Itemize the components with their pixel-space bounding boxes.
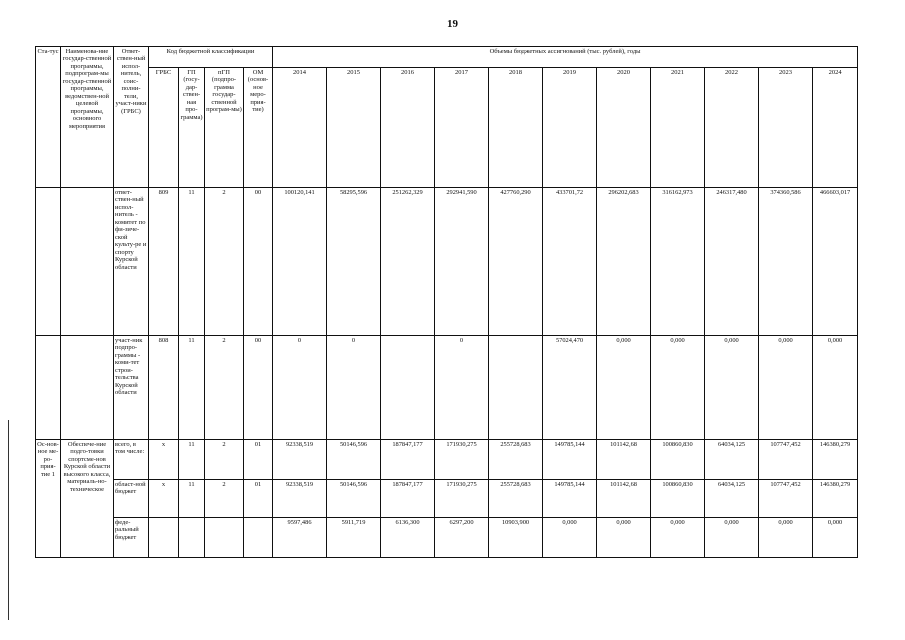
- year-header: 2023: [759, 68, 813, 188]
- cell-value: 64034,125: [705, 480, 759, 518]
- cell-value: 0,000: [651, 518, 705, 558]
- cell-pgp: 2: [205, 480, 244, 518]
- cell-om: 01: [244, 480, 273, 518]
- cell-name: [61, 336, 114, 440]
- cell-value: 0,000: [759, 336, 813, 440]
- cell-grbs: [149, 518, 179, 558]
- cell-value: 0,000: [759, 518, 813, 558]
- cell-name: [61, 188, 114, 336]
- cell-value: 50146,596: [327, 440, 381, 480]
- cell-value: 292941,590: [435, 188, 489, 336]
- cell-value: 57024,470: [543, 336, 597, 440]
- cell-value: 0,000: [597, 336, 651, 440]
- cell-value: 187847,177: [381, 440, 435, 480]
- cell-pgp: [205, 518, 244, 558]
- cell-value: 427760,290: [489, 188, 543, 336]
- cell-status: Ос-нов-ное ме-ро-прия-тие 1: [36, 440, 61, 558]
- cell-value: 374360,586: [759, 188, 813, 336]
- year-header: 2022: [705, 68, 759, 188]
- cell-responsible: феде-ральный бюджет: [114, 518, 149, 558]
- cell-name: Обеспече-ние подго-товки спортсме-нов Курской области высокого класса, материаль-но-техническое: [61, 440, 114, 558]
- cell-value: 0,000: [813, 336, 858, 440]
- col-responsible: Ответ-ствен-ный испол-нитель, соис-полни-тели, участ-ники (ГРБС): [114, 47, 149, 188]
- year-header: 2018: [489, 68, 543, 188]
- table-row: [36, 188, 858, 336]
- cell-grbs: 808: [149, 336, 179, 440]
- cell-value: 5911,719: [327, 518, 381, 558]
- cell-responsible: област-ной бюджет: [114, 480, 149, 518]
- cell-pgp: 2: [205, 440, 244, 480]
- cell-value: 255728,683: [489, 440, 543, 480]
- col-status: Ста-тус: [36, 47, 61, 188]
- cell-responsible: всего, в том числе:: [114, 440, 149, 480]
- cell-value: 0: [273, 336, 327, 440]
- cell-responsible: ответ-ствен-ный испол-нитель - комитет по фи-зиче-ской культу-ре и спорту Курской области: [114, 188, 149, 336]
- cell-value: 101142,68: [597, 480, 651, 518]
- cell-value: 0,000: [813, 518, 858, 558]
- cell-value: 6297,200: [435, 518, 489, 558]
- cell-value: 251262,329: [381, 188, 435, 336]
- table-row: [36, 336, 858, 440]
- cell-value: 107747,452: [759, 440, 813, 480]
- col-pgp: пГП (подпро-грамма государ-ственной програм-мы): [205, 68, 244, 188]
- table-row: [36, 440, 858, 480]
- table-row: [36, 518, 858, 558]
- year-header: 2021: [651, 68, 705, 188]
- cell-value: 0,000: [651, 336, 705, 440]
- cell-status: [36, 336, 61, 440]
- cell-value: 92338,519: [273, 480, 327, 518]
- cell-value: 171930,275: [435, 440, 489, 480]
- cell-value: 146380,279: [813, 480, 858, 518]
- cell-value: 92338,519: [273, 440, 327, 480]
- col-grbs: ГРБС: [149, 68, 179, 188]
- page-number: 19: [447, 18, 458, 30]
- cell-value: 316162,973: [651, 188, 705, 336]
- col-om: ОМ (основ-ное меро-прия-тие): [244, 68, 273, 188]
- cell-value: 149785,144: [543, 480, 597, 518]
- year-header: 2016: [381, 68, 435, 188]
- cell-value: 296202,683: [597, 188, 651, 336]
- cell-value: 187847,177: [381, 480, 435, 518]
- header-row-2: [36, 68, 858, 188]
- year-header: 2014: [273, 68, 327, 188]
- col-volumes: Объемы бюджетных ассигнований (тыс. рублей), годы: [273, 47, 858, 68]
- col-gp: ГП (госу-дар-ствен-ная про-грамма): [179, 68, 205, 188]
- cell-value: 50146,596: [327, 480, 381, 518]
- cell-value: 9597,486: [273, 518, 327, 558]
- cell-value: 107747,452: [759, 480, 813, 518]
- cell-gp: 11: [179, 480, 205, 518]
- cell-om: 00: [244, 336, 273, 440]
- cell-value: 0,000: [543, 518, 597, 558]
- cell-value: 246317,480: [705, 188, 759, 336]
- year-header: 2015: [327, 68, 381, 188]
- cell-grbs: 809: [149, 188, 179, 336]
- col-name: Наименова-ние государ-ственной программы, подпрограм-мы государ-ственной программы, ведомствен-ной целевой программы, основного мероприятия: [61, 47, 114, 188]
- cell-value: 149785,144: [543, 440, 597, 480]
- budget-table: [35, 46, 858, 558]
- cell-value: 146380,279: [813, 440, 858, 480]
- cell-value: 0: [435, 336, 489, 440]
- cell-status: [36, 188, 61, 336]
- year-header: 2019: [543, 68, 597, 188]
- cell-value: 0: [327, 336, 381, 440]
- cell-value: 10903,900: [489, 518, 543, 558]
- cell-value: [489, 336, 543, 440]
- cell-gp: [179, 518, 205, 558]
- cell-pgp: 2: [205, 188, 244, 336]
- cell-value: 433701,72: [543, 188, 597, 336]
- margin-line: [8, 420, 9, 620]
- cell-value: 100120,141: [273, 188, 327, 336]
- header-row-1: [36, 47, 858, 68]
- cell-gp: 11: [179, 188, 205, 336]
- year-header: 2020: [597, 68, 651, 188]
- cell-om: 01: [244, 440, 273, 480]
- cell-grbs: х: [149, 440, 179, 480]
- cell-value: 58295,596: [327, 188, 381, 336]
- table-row: [36, 480, 858, 518]
- cell-value: [381, 336, 435, 440]
- year-header: 2017: [435, 68, 489, 188]
- year-header: 2024: [813, 68, 858, 188]
- cell-value: 101142,68: [597, 440, 651, 480]
- cell-value: 64034,125: [705, 440, 759, 480]
- cell-value: 0,000: [705, 336, 759, 440]
- cell-pgp: 2: [205, 336, 244, 440]
- cell-value: 100860,830: [651, 440, 705, 480]
- cell-om: [244, 518, 273, 558]
- cell-value: 466603,017: [813, 188, 858, 336]
- cell-value: 100860,830: [651, 480, 705, 518]
- cell-gp: 11: [179, 440, 205, 480]
- cell-value: 255728,683: [489, 480, 543, 518]
- cell-gp: 11: [179, 336, 205, 440]
- cell-value: 0,000: [597, 518, 651, 558]
- cell-om: 00: [244, 188, 273, 336]
- cell-value: 6136,300: [381, 518, 435, 558]
- cell-value: 0,000: [705, 518, 759, 558]
- cell-responsible: участ-ник подпро-граммы - коми-тет строи-тельства Курской области: [114, 336, 149, 440]
- cell-value: 171930,275: [435, 480, 489, 518]
- cell-grbs: х: [149, 480, 179, 518]
- col-budget-code: Код бюджетной классификации: [149, 47, 273, 68]
